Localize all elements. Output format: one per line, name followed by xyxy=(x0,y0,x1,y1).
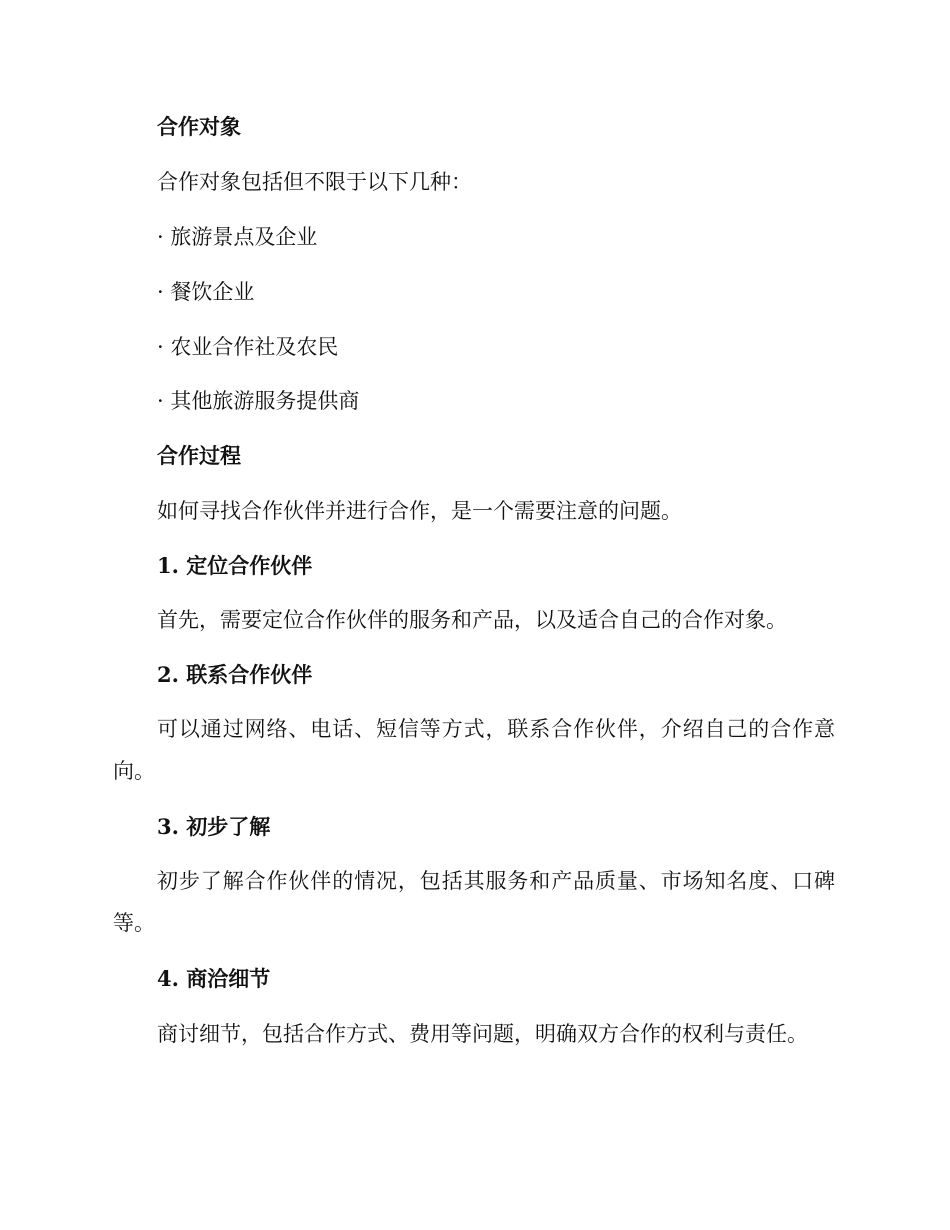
bullet-item: · 旅游景点及企业 xyxy=(157,225,318,249)
intro-partners: 合作对象包括但不限于以下几种： xyxy=(157,170,472,194)
intro-process: 如何寻找合作伙伴并进行合作，是一个需要注意的问题。 xyxy=(157,499,682,523)
heading-partners: 合作对象 xyxy=(157,114,241,139)
heading-process: 合作过程 xyxy=(157,443,241,468)
step1-title: 1. 定位合作伙伴 xyxy=(157,553,313,578)
step2-title: 2. 联系合作伙伴 xyxy=(157,662,313,687)
bullet-item: · 餐饮企业 xyxy=(157,280,255,304)
bullet-item: · 农业合作社及农民 xyxy=(157,335,339,359)
step4-text: 商讨细节，包括合作方式、费用等问题，明确双方合作的权利与责任。 xyxy=(157,1022,808,1046)
step4-title: 4. 商洽细节 xyxy=(157,966,271,991)
step3-title: 3. 初步了解 xyxy=(157,814,271,839)
step3-text: 初步了解合作伙伴的情况，包括其服务和产品质量、市场知名度、口碑等。 xyxy=(113,869,835,935)
step1-text: 首先，需要定位合作伙伴的服务和产品，以及适合自己的合作对象。 xyxy=(157,608,787,632)
bullet-item: · 其他旅游服务提供商 xyxy=(157,389,360,413)
step2-text: 可以通过网络、电话、短信等方式，联系合作伙伴，介绍自己的合作意向。 xyxy=(113,717,835,783)
